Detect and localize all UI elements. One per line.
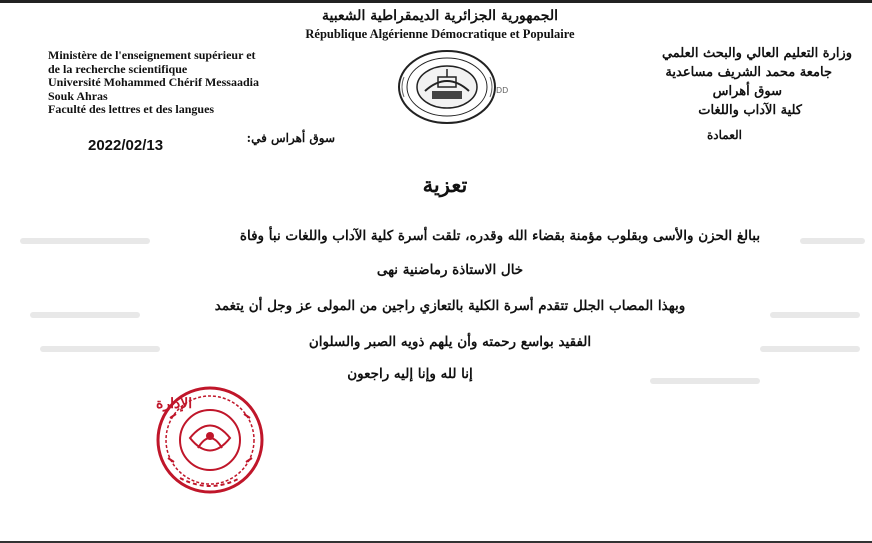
deanery-label: العمادة <box>706 128 742 142</box>
ar-line-city: سوق أهراس <box>712 84 782 99</box>
condolence-line-2: خال الاستاذة رماضنية نهى <box>376 262 524 278</box>
scan-artifact <box>30 312 140 318</box>
arabic-republic-heading: الجمهورية الجزائرية الديمقراطية الشعبية <box>321 8 558 24</box>
scan-artifact <box>770 312 860 318</box>
top-border <box>0 0 872 3</box>
arabic-institution-block <box>522 44 852 120</box>
condolence-line-3: وبهذا المصاب الجلل تتقدم أسرة الكلية بالتعازي راجين من المولى عز وجل أن يتغمد <box>214 298 686 314</box>
condolence-line-1: ببالغ الحزن والأسى وبقلوب مؤمنة بقضاء الله وقدره، تلقت أسرة كلية الآداب واللغات نبأ وفاة <box>239 228 761 244</box>
fr-line-university: Université Mohammed Chérif Messaadia <box>48 75 259 89</box>
scan-artifact <box>760 346 860 352</box>
document-date: 2022/02/13 <box>88 137 164 154</box>
svg-text:DD: DD <box>496 86 509 95</box>
condolence-line-5: إنا لله وإنا إليه راجعون <box>347 366 473 382</box>
document-title: تعزية <box>422 172 468 197</box>
place-date-label: سوق أهراس في: <box>246 131 335 145</box>
fr-line-ministry: Ministère de l'enseignement supérieur et <box>48 48 256 62</box>
condolence-line-4: الفقيد بواسع رحمته وأن يلهم ذويه الصبر والسلوان <box>308 334 592 350</box>
ar-line-ministry: وزارة التعليم العالي والبحث العلمي <box>661 46 852 61</box>
fr-line-research: de la recherche scientifique <box>48 61 188 76</box>
fr-line-faculty: Faculté des lettres et des langues <box>48 102 215 116</box>
university-logo-icon <box>392 47 512 127</box>
french-republic-heading: République Algérienne Démocratique et Populaire <box>305 27 575 41</box>
university-logo <box>392 47 512 127</box>
administration-label: الإدارة <box>156 396 193 412</box>
french-institution-block <box>48 49 388 117</box>
scan-artifact <box>40 346 160 352</box>
ar-line-university: جامعة محمد الشريف مساعدية <box>665 65 832 80</box>
scan-artifact <box>650 378 760 384</box>
ar-line-faculty: كلية الآداب واللغات <box>698 103 802 118</box>
fr-line-city: Souk Ahras <box>48 88 108 103</box>
